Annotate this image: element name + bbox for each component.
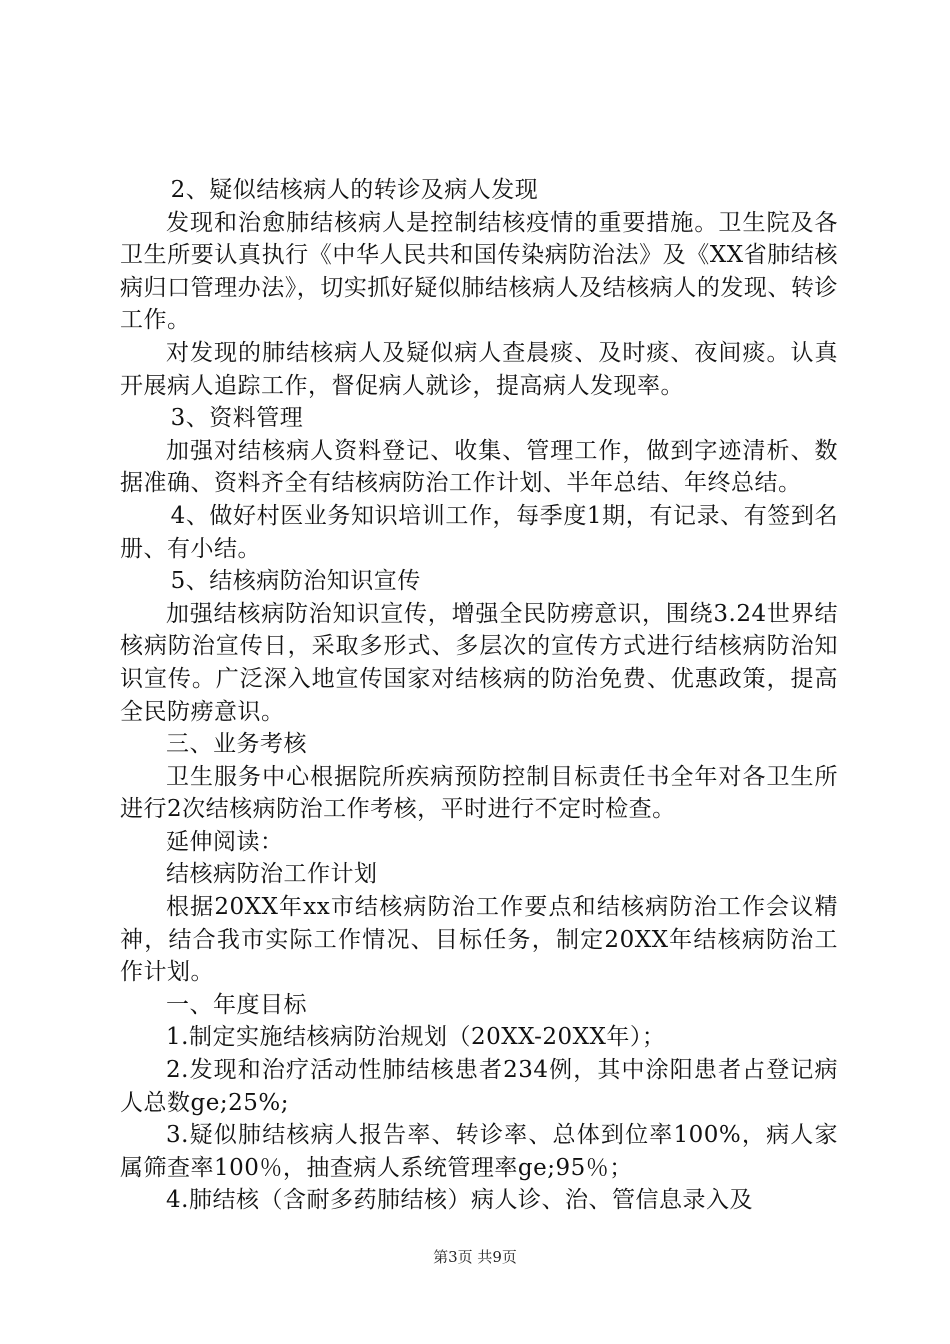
paragraph: 发现和治愈肺结核病人是控制结核疫情的重要措施。卫生院及各卫生所要认真执行《中华人民共和国传染病防治法》及《XX省肺结核病归口管理办法》，切实抓好疑似肺结核病人及结核病人的发现、转诊工作。: [120, 209, 838, 334]
list-item: 4.肺结核（含耐多药肺结核）病人诊、治、管信息录入及: [166, 1187, 753, 1214]
document-body: [120, 174, 838, 1217]
list-item: 2.发现和治疗活动性肺结核患者234例，其中涂阳患者占登记病人总数ge;25%;: [120, 1057, 838, 1116]
section-heading: 5、结核病防治知识宣传: [170, 568, 421, 595]
section-heading: 延伸阅读：: [166, 828, 284, 855]
section-heading: 一、年度目标: [166, 991, 307, 1018]
section-heading: 结核病防治工作计划: [166, 861, 378, 888]
paragraph: 根据20XX年xx市结核病防治工作要点和结核病防治工作会议精神，结合我市实际工作情况、目标任务，制定20XX年结核病防治工作计划。: [120, 894, 838, 986]
page-number-footer: 第3页 共9页: [433, 1248, 517, 1266]
paragraph: 4、做好村医业务知识培训工作，每季度1期，有记录、有签到名册、有小结。: [120, 502, 838, 562]
section-heading: 3、资料管理: [170, 405, 304, 432]
paragraph: 卫生服务中心根据院所疾病预防控制目标责任书全年对各卫生所进行2次结核病防治工作考核，平时进行不定时检查。: [120, 763, 838, 823]
paragraph: 对发现的肺结核病人及疑似病人查晨痰、及时痰、夜间痰。认真开展病人追踪工作，督促病人就诊，提高病人发现率。: [120, 339, 838, 399]
list-item: 1.制定实施结核病防治规划（20XX-20XX年）；: [166, 1024, 666, 1051]
section-heading: 三、业务考核: [166, 731, 307, 758]
list-item: 3.疑似肺结核病人报告率、转诊率、总体到位率100%，病人家属筛查率100％，抽查病人系统管理率ge;95％；: [120, 1122, 838, 1181]
paragraph: 加强对结核病人资料登记、收集、管理工作，做到字迹清析、数据准确、资料齐全有结核病防治工作计划、半年总结、年终总结。: [120, 437, 838, 497]
paragraph: 加强结核病防治知识宣传，增强全民防痨意识，围绕3.24世界结核病防治宣传日，采取多形式、多层次的宣传方式进行结核病防治知识宣传。广泛深入地宣传国家对结核病的防治免费、优惠政策，提高全民防痨意识。: [120, 600, 838, 725]
section-heading: 2、疑似结核病人的转诊及病人发现: [170, 177, 539, 203]
